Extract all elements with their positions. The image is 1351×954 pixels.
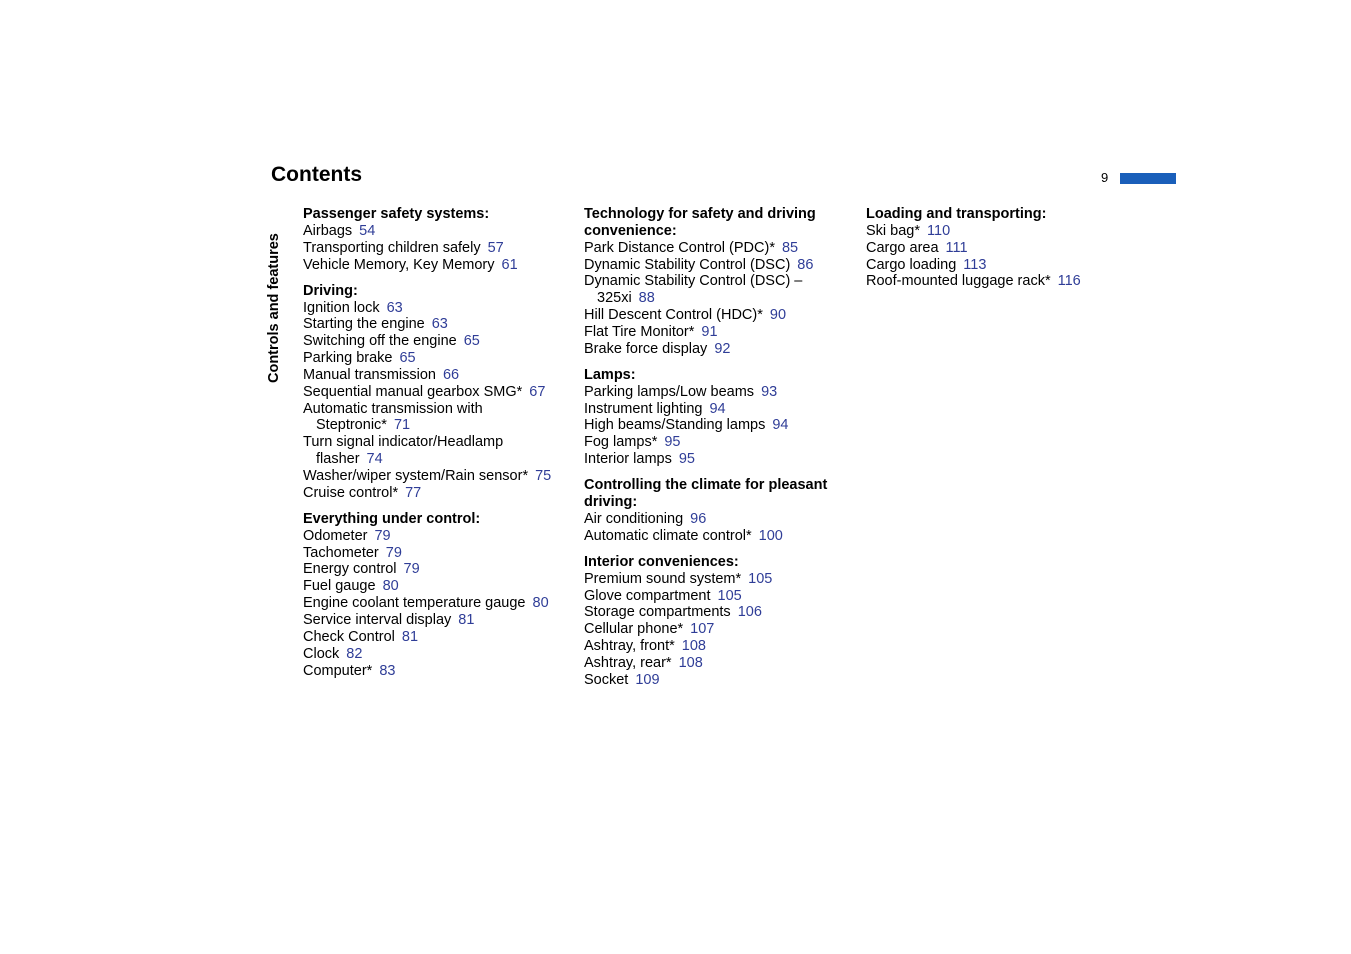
- toc-entry: [584, 588, 854, 605]
- toc-page-link[interactable]: 65: [399, 350, 416, 367]
- toc-section: [303, 283, 573, 502]
- toc-entry: [303, 300, 573, 317]
- section-heading: Interior conveniences:: [584, 553, 739, 570]
- toc-entry: [584, 672, 854, 689]
- toc-page-link[interactable]: 54: [359, 222, 376, 239]
- toc-entry: [303, 561, 573, 578]
- toc-entry: [303, 663, 573, 680]
- contents-column-3: [866, 206, 1136, 300]
- toc-page-link[interactable]: 113: [963, 256, 987, 273]
- page-accent-bar: [1120, 173, 1176, 184]
- toc-page-link[interactable]: 92: [714, 340, 731, 357]
- toc-entry-text: Dynamic Stability Control (DSC) – 325xi: [584, 273, 803, 307]
- toc-page-link[interactable]: 80: [532, 595, 549, 612]
- toc-entry: [303, 545, 573, 562]
- contents-column-2: [584, 206, 854, 698]
- toc-entry-text: High beams/Standing lamps: [584, 417, 766, 434]
- toc-entry: [303, 240, 573, 257]
- section-heading: Passenger safety systems:: [303, 206, 490, 222]
- toc-entry-text: Sequential manual gearbox SMG*: [303, 383, 523, 400]
- toc-page-link[interactable]: 90: [769, 307, 787, 324]
- page-title: Contents: [271, 163, 362, 186]
- toc-entry-text: Check Control: [303, 628, 395, 645]
- toc-entry: [303, 629, 573, 646]
- toc-page-link[interactable]: 94: [709, 400, 726, 417]
- toc-entry: [584, 401, 854, 418]
- toc-entry-text: Manual transmission: [303, 366, 436, 383]
- toc-entry: [303, 646, 573, 663]
- toc-page-link[interactable]: 74: [366, 451, 383, 468]
- toc-page-link[interactable]: 65: [463, 333, 480, 350]
- toc-section: [584, 367, 854, 468]
- toc-page-link[interactable]: 80: [382, 578, 399, 595]
- toc-entry: [584, 341, 854, 358]
- toc-page-link[interactable]: 71: [393, 417, 411, 434]
- toc-entry: [303, 316, 573, 333]
- toc-entry-text: Transporting children safely: [303, 239, 481, 256]
- section-heading: Everything under control:: [303, 510, 481, 527]
- toc-entry: [866, 257, 1136, 274]
- toc-entry: [584, 621, 854, 638]
- page-number: 9: [1101, 170, 1109, 185]
- toc-entry-text: Washer/wiper system/Rain sensor*: [303, 467, 529, 484]
- toc-page-link[interactable]: 91: [701, 323, 718, 340]
- toc-page-link[interactable]: 66: [442, 366, 460, 383]
- toc-section: [866, 206, 1136, 290]
- toc-entry: [584, 307, 854, 324]
- toc-entry-text: Engine coolant temperature gauge: [303, 595, 526, 612]
- toc-entry-text: Fog lamps*: [584, 434, 658, 451]
- toc-entry: [303, 468, 573, 485]
- toc-entry-text: Roof-mounted luggage rack*: [866, 273, 1051, 290]
- toc-entry-text: Airbags: [303, 222, 353, 239]
- toc-entry-text: Ashtray, front*: [584, 638, 675, 655]
- toc-page-link[interactable]: 108: [678, 654, 703, 671]
- toc-entry: [303, 350, 573, 367]
- chapter-side-label: Controls and features: [266, 233, 282, 383]
- toc-page-link[interactable]: 57: [487, 239, 504, 256]
- toc-entry: [584, 604, 854, 621]
- toc-entry: [584, 528, 854, 545]
- toc-entry: [584, 655, 854, 672]
- toc-entry-text: Brake force display: [584, 340, 708, 357]
- toc-entry: [303, 333, 573, 350]
- toc-entry-text: Ashtray, rear*: [584, 654, 672, 671]
- toc-entry-text: Energy control: [303, 561, 397, 578]
- toc-entry: [584, 434, 854, 451]
- toc-page-link[interactable]: 100: [758, 527, 783, 544]
- toc-entry: [303, 367, 573, 384]
- toc-section: [584, 477, 854, 544]
- toc-page-link[interactable]: 82: [346, 645, 363, 662]
- section-heading: Loading and transporting:: [866, 206, 1047, 222]
- toc-page-link[interactable]: 81: [401, 628, 419, 645]
- toc-entry-text: Ski bag*: [866, 222, 921, 239]
- toc-entry-text: Instrument lighting: [584, 400, 703, 417]
- toc-page-link[interactable]: 95: [678, 451, 695, 468]
- toc-section: [303, 206, 573, 273]
- toc-page-link[interactable]: 96: [690, 510, 707, 527]
- toc-page-link[interactable]: 61: [501, 256, 518, 273]
- toc-entry: [303, 384, 573, 401]
- toc-page-link[interactable]: 81: [458, 612, 475, 628]
- toc-entry-text: Turn signal indicator/Headlamp flasher: [303, 434, 504, 468]
- toc-page-link[interactable]: 79: [403, 561, 420, 578]
- toc-entry-text: Parking lamps/Low beams: [584, 383, 755, 400]
- contents-column-1: [303, 206, 573, 689]
- toc-entry: [866, 240, 1136, 257]
- toc-entry-text: Fuel gauge: [303, 578, 376, 595]
- toc-page-link[interactable]: 83: [379, 662, 396, 679]
- toc-entry: [866, 273, 1136, 290]
- toc-page-link[interactable]: 88: [638, 290, 655, 307]
- toc-page-link[interactable]: 116: [1057, 273, 1081, 290]
- toc-entry-text: Service interval display: [303, 612, 452, 628]
- toc-entry: [584, 324, 854, 341]
- toc-entry: [303, 578, 573, 595]
- toc-page-link[interactable]: 108: [681, 638, 706, 655]
- toc-entry-text: Ignition lock: [303, 299, 380, 316]
- toc-entry-text: Starting the engine: [303, 316, 425, 333]
- toc-page-link[interactable]: 105: [748, 570, 773, 587]
- toc-entry-text: Odometer: [303, 527, 368, 544]
- toc-entry: [303, 401, 573, 435]
- toc-entry-text: Tachometer: [303, 544, 379, 561]
- toc-entry-text: Parking brake: [303, 350, 393, 367]
- toc-page-link[interactable]: 106: [737, 604, 762, 621]
- toc-page-link[interactable]: 93: [761, 383, 778, 400]
- toc-entry-text: Interior lamps: [584, 451, 672, 468]
- toc-entry: [303, 223, 573, 240]
- toc-page-link[interactable]: 105: [717, 587, 742, 604]
- toc-entry-text: Cellular phone*: [584, 621, 684, 638]
- toc-entry-text: Hill Descent Control (HDC)*: [584, 307, 763, 324]
- toc-entry: [584, 273, 854, 307]
- toc-page-link[interactable]: 63: [386, 299, 403, 316]
- toc-section: [584, 554, 854, 689]
- toc-entry: [584, 240, 854, 257]
- toc-entry-text: Cruise control*: [303, 484, 399, 501]
- toc-entry: [303, 595, 573, 612]
- toc-entry: [584, 511, 854, 528]
- toc-page-link[interactable]: 95: [664, 434, 681, 451]
- toc-entry-text: Vehicle Memory, Key Memory: [303, 256, 495, 273]
- toc-entry-text: Cargo loading: [866, 256, 957, 273]
- toc-entry: [303, 434, 573, 468]
- toc-page-link[interactable]: 67: [529, 383, 546, 400]
- toc-entry-text: Clock: [303, 645, 340, 662]
- toc-page-link[interactable]: 79: [385, 544, 402, 561]
- toc-entry-text: Automatic climate control*: [584, 527, 752, 544]
- toc-section: [584, 206, 854, 358]
- section-heading: Driving:: [303, 282, 358, 299]
- toc-page-link[interactable]: 75: [535, 467, 552, 484]
- toc-page-link[interactable]: 79: [374, 527, 391, 544]
- toc-page-link[interactable]: 107: [690, 621, 715, 638]
- toc-entry-text: Dynamic Stability Control (DSC): [584, 256, 791, 273]
- toc-entry-text: Switching off the engine: [303, 333, 457, 350]
- toc-entry: [584, 384, 854, 401]
- toc-entry-text: Automatic transmission with Steptronic*: [303, 400, 483, 434]
- toc-entry-text: Glove compartment: [584, 587, 711, 604]
- toc-entry-text: Socket: [584, 671, 629, 688]
- toc-entry-text: Premium sound system*: [584, 570, 742, 587]
- toc-page-link[interactable]: 110: [927, 222, 951, 239]
- toc-entry-text: Cargo area: [866, 239, 939, 256]
- toc-page-link[interactable]: 109: [635, 671, 660, 688]
- toc-entry: [584, 451, 854, 468]
- toc-entry: [584, 571, 854, 588]
- toc-page-link[interactable]: 111: [945, 239, 968, 256]
- toc-entry-text: Air conditioning: [584, 510, 684, 527]
- toc-page-link[interactable]: 63: [431, 316, 448, 333]
- toc-entry: [303, 485, 573, 502]
- toc-page-link[interactable]: 85: [781, 239, 799, 256]
- toc-entry: [303, 257, 573, 274]
- toc-entry: [866, 223, 1136, 240]
- section-heading: Technology for safety and driving convenience:: [584, 206, 816, 239]
- toc-page-link[interactable]: 94: [772, 417, 789, 434]
- toc-entry-text: Flat Tire Monitor*: [584, 323, 695, 340]
- toc-entry: [584, 417, 854, 434]
- toc-page-link[interactable]: 86: [797, 256, 814, 273]
- toc-entry: [303, 612, 573, 629]
- toc-section: [303, 511, 573, 679]
- toc-entry-text: Park Distance Control (PDC)*: [584, 239, 775, 256]
- toc-entry-text: Storage compartments: [584, 604, 731, 621]
- section-heading: Controlling the climate for pleasant driving:: [584, 477, 828, 511]
- toc-page-link[interactable]: 77: [405, 484, 422, 501]
- section-heading: Lamps:: [584, 366, 636, 383]
- toc-entry: [584, 257, 854, 274]
- toc-entry-text: Computer*: [303, 662, 373, 679]
- toc-entry: [303, 528, 573, 545]
- toc-entry: [584, 638, 854, 655]
